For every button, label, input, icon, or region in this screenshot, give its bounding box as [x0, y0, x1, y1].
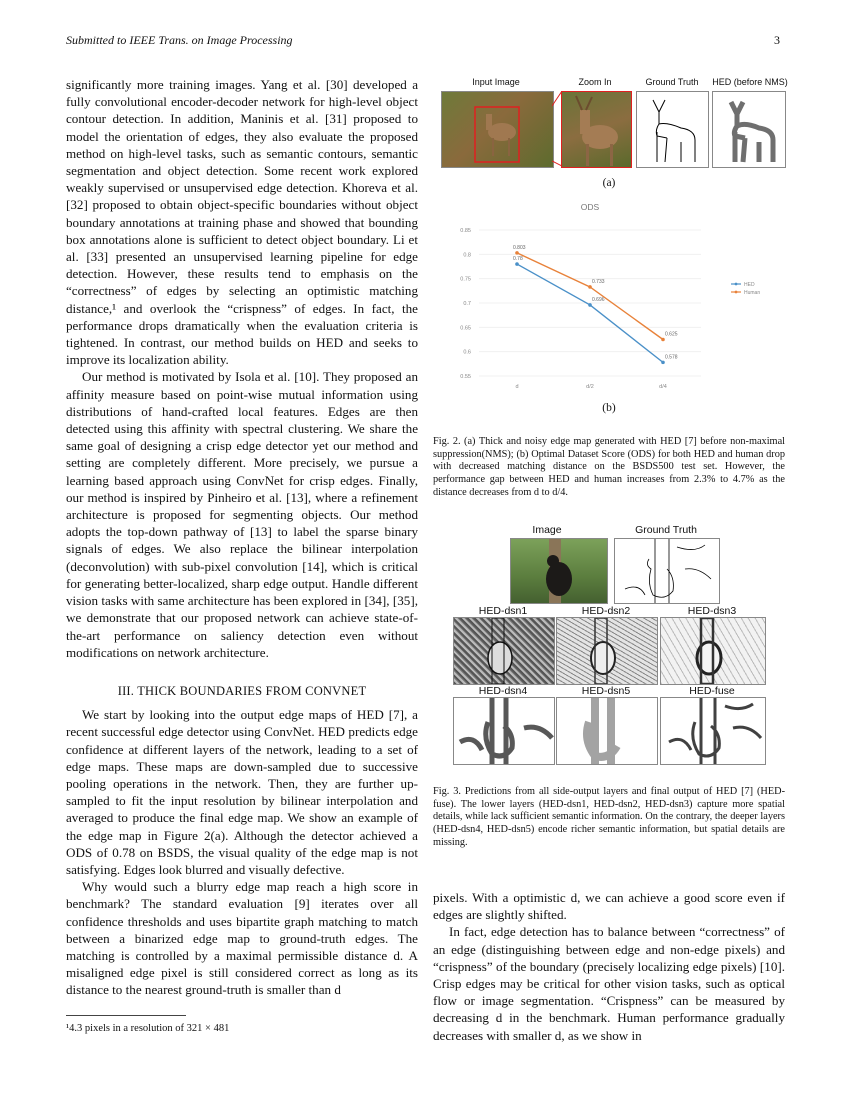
x-tick-label: d/2 [586, 384, 594, 390]
y-tick-label: 0.7 [463, 301, 471, 307]
legend-label: Human [744, 290, 761, 296]
fig2-label-input: Input Image [472, 77, 520, 87]
paragraph-benchmark: Why would such a blurry edge map reach a high score in benchmark? The standard evaluation [9] iterates over all confidence thresholds and uses bipartite graph matching to match between a binarized edge map to ground-truth edges. The matching is controlled by a maximal permissible distance d. A misaligned edge pixel is still considered correct as long as its distance to the nearest ground-truth is smaller than d [66, 879, 418, 998]
legend-marker [735, 283, 738, 286]
dsn4-bear [454, 698, 554, 764]
footnote-rule [66, 1015, 186, 1016]
paragraph-related-work: significantly more training images. Yang et al. [30] developed a fully convolutional encoder-decoder network for high-level object contour detection. In addition, Maninis et al. [31] proposed to model the orientation of edges, they also evaluate the proposed method on high-level tasks, such as semantic contours, semantic segmentation and object detection. Some recent work explored weakly supervised or unsupervised edge detection. Khoreva et al. [32] proposed to obtain object-specific boundaries without object boundary annotations at training phase and showed that bounding box annotations alone is sufficient to detect object boundary. Li et al. [33] presented an unsupervised learning pipeline for edge detection. However, these results tend to emphasis on the “correctness” of edges by selecting an optimistic matching distance,¹ and overlook the “crispness” of edges. In fact, the performance drops dramatically when the evaluation criteria is tightened. In contrast, our method builds on HED and seeks to improve its localization ability. [66, 77, 418, 368]
data-point-hed [588, 303, 592, 307]
paragraph-crispness: In fact, edge detection has to balance between “correctness” of an edge (distinguishing between edge and non-edge pixels) and “crispness” of the boundary (precisely localizing edge pixels) [10]. Crisp edges may be critical for other vision tasks, such as optical flow or image segmentation. “Crispness” can be measured by decreasing d in the benchmark. Human performance gradually decreases with smaller d, as we show in [433, 924, 785, 1043]
data-point-hed [515, 262, 519, 266]
fig3-label-dsn5: HED-dsn5 [581, 685, 631, 697]
y-tick-label: 0.55 [460, 374, 471, 380]
data-label: 0.578 [665, 354, 678, 361]
data-point-human [515, 251, 519, 255]
y-tick-label: 0.65 [460, 325, 471, 332]
fig3-label-image: Image [532, 524, 562, 536]
fig3-ground-truth [614, 538, 720, 604]
y-tick-label: 0.75 [460, 276, 471, 283]
y-tick-label: 0.85 [460, 228, 471, 234]
input-image-deer [441, 91, 554, 168]
fig2-label-zoom: Zoom In [578, 77, 612, 87]
data-point-hed [661, 361, 665, 365]
fig2-caption: Fig. 2. (a) Thick and noisy edge map generated with HED [7] before non-maximal suppression(NMS); (b) Optimal Dataset Score (ODS) for both HED and human drop with decreased matching distance on the BSDS500 test set. However, the performance gap between HED and human increases from 2.3% to 4.7% as the distance decreases from d to d/4. [433, 436, 785, 498]
x-tick-label: d [515, 384, 519, 390]
hed-dsn4-map [453, 697, 555, 765]
page-number: 3 [774, 33, 780, 47]
x-tick-label: d/4 [659, 384, 667, 390]
data-label: 0.803 [513, 244, 526, 251]
footnote: ¹4.3 pixels in a resolution of 321 × 481 [66, 1023, 230, 1034]
deer-zoom [562, 92, 631, 167]
fig3-label-dsn2: HED-dsn2 [581, 605, 631, 617]
series-line-human [517, 253, 663, 340]
paragraph-motivation: Our method is motivated by Isola et al. [10]. They proposed an affinity measure based on point-wise mutual information using distributions of hand-crafted local features. Edges are then detected using this affinity with spectral clustering. We share the same goal of designing a crisp edge detector yet our method and setting are completely different. More precisely, we pursue a learning based approach using ConvNet for crisp edges. Finally, our method is inspired by Pinheiro et al. [13], where a refinement architecture is proposed for segmenting objects. Our method adopts the top-down pathway of [13] to label the sparse binary signals of edges. We also replace the bilinear interpolation (deconvolution) with sub-pixel convolution [14], which is critical for generating better-localized, sharp edge output. Handle different vision tasks with same architecture has been explored in [34], [35], we demonstrate that our proposed network can achieve state-of-the-art performance on saliency detection even without modifications on network architecture. [66, 369, 418, 660]
deer-photo [442, 92, 553, 167]
hed-dsn1-map [453, 617, 555, 685]
data-label: 0.733 [592, 278, 605, 285]
fig3-label-gt: Ground Truth [635, 524, 697, 536]
dsn2-bear [557, 618, 657, 684]
zoom-image-deer [561, 91, 632, 168]
gt-sketch [637, 92, 708, 167]
fig3-label-dsn1: HED-dsn1 [478, 605, 528, 617]
fig3-input-image [510, 538, 608, 604]
right-column [433, 889, 785, 1044]
chart-title: ODS [580, 202, 600, 212]
fig2-label-hed: HED (before NMS) [712, 77, 788, 87]
data-label: 0.78 [513, 256, 523, 263]
hed-blurry-edges [713, 92, 785, 167]
hed-dsn2-map [556, 617, 658, 685]
dsn5-bear [557, 698, 657, 764]
fig3-label-dsn3: HED-dsn3 [687, 605, 737, 617]
data-point-human [588, 285, 592, 289]
running-header: Submitted to IEEE Trans. on Image Processing [66, 33, 293, 47]
section-title: III. THICK BOUNDARIES FROM CONVNET [117, 683, 367, 698]
fig2-label-gt: Ground Truth [645, 77, 699, 87]
y-tick-label: 0.8 [463, 252, 471, 259]
hed-fuse-map [660, 697, 766, 765]
data-label: 0.625 [665, 331, 678, 338]
fig3-label-fuse: HED-fuse [689, 685, 735, 697]
fig3-caption: Fig. 3. Predictions from all side-output layers and final output of HED [7] (HED-fuse). The lower layers (HED-dsn1, HED-dsn2, HED-dsn3) capture more spatial details, while lack sufficient semantic information. On the contrary, the deeper layers (HED-dsn4, HED-dsn5) encode richer semantic information, but spatial details are missing. [433, 786, 785, 848]
hed-dsn3-map [660, 617, 766, 685]
ground-truth-deer [636, 91, 709, 168]
paragraph-thick-boundaries: We start by looking into the output edge maps of HED [7], a recent successful edge detector using ConvNet. HED predicts edge confidence at different layers of the network, leading to a set of edge maps. These maps are down-sampled due to successive pooling operations in the network. Then, they are further up-sampled to fit the input resolution by bilinear interpolation and averaged to produce the final edge map. We show an example of the edge map in Figure 2(a). Although the detector achieved a ODS of 0.78 on BSDS, the visual quality of the edge map is not satisfying. Edges look blurred and visually defective. [66, 707, 418, 877]
dsn1-bear [454, 618, 554, 684]
paragraph-optimistic-d: pixels. With a optimistic d, we can achieve a good score even if edges are slightly shifted. [433, 890, 785, 923]
fig2-sub-b: (b) [602, 402, 616, 414]
bear-gt-sketch [615, 539, 719, 603]
legend-marker [735, 291, 738, 294]
fig3-label-dsn4: HED-dsn4 [478, 685, 528, 697]
fuse-bear [661, 698, 765, 764]
hed-before-nms-deer [712, 91, 786, 168]
data-point-human [661, 338, 665, 342]
legend-label: HED [744, 282, 755, 288]
bear-photo [511, 539, 607, 603]
data-label: 0.696 [592, 296, 605, 303]
y-tick-label: 0.6 [463, 349, 471, 356]
fig2-sub-a: (a) [602, 177, 616, 189]
dsn3-bear [661, 618, 765, 684]
left-column [66, 76, 418, 999]
hed-dsn5-map [556, 697, 658, 765]
ods-line-chart [441, 196, 786, 401]
